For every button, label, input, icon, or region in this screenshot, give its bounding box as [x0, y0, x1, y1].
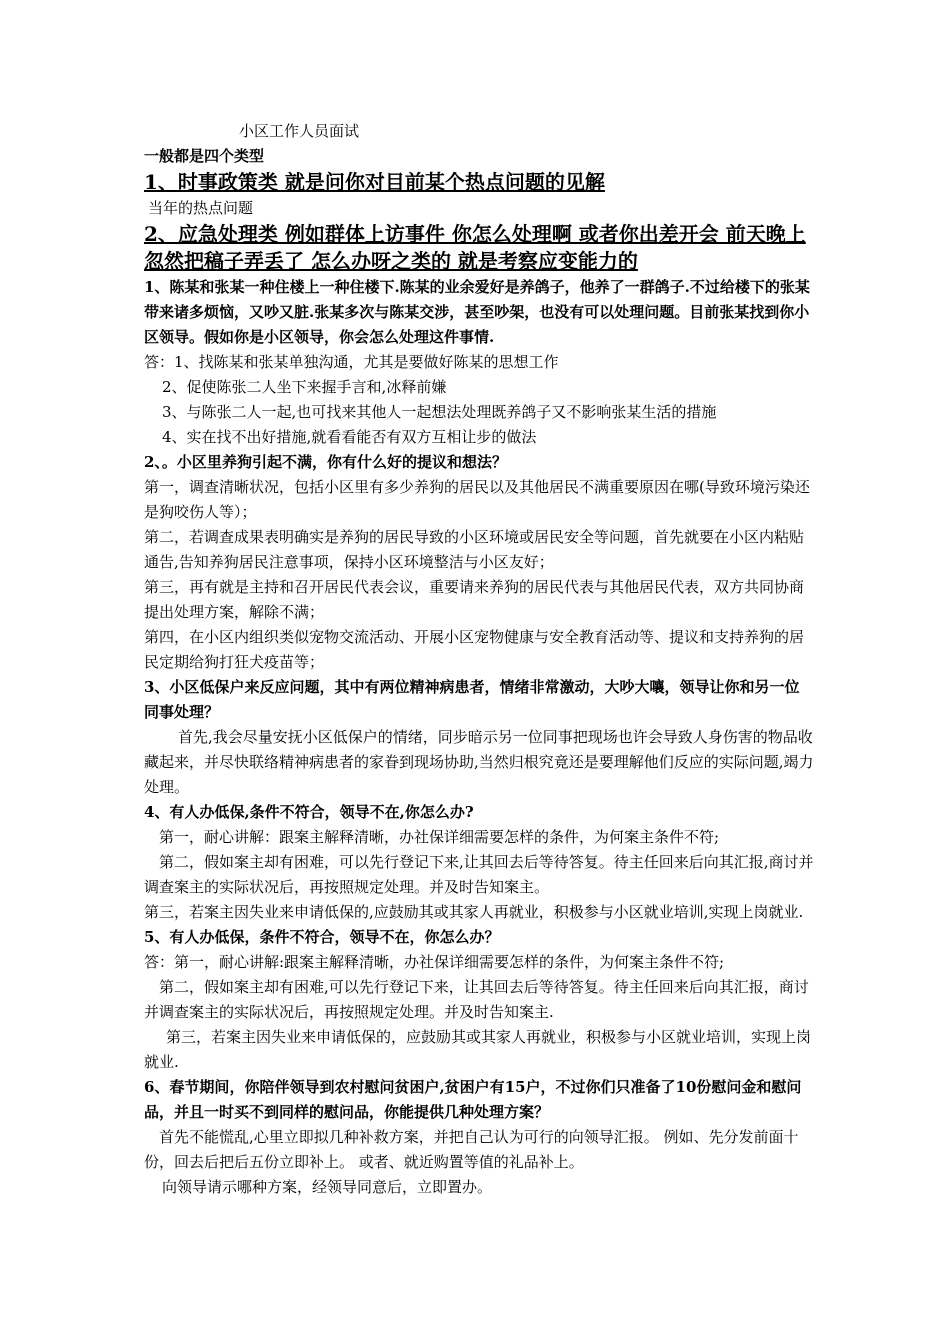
answer-1-line-2: 2、促使陈张二人坐下来握手言和,冰释前嫌: [162, 378, 447, 396]
question-4: 4、有人办低保,条件不符合，领导不在,你怎么办?: [144, 803, 474, 821]
heading-1: 1、时事政策类 就是问你对目前某个热点问题的见解: [144, 170, 605, 194]
question-6: 6、春节期间，你陪伴领导到农村慰问贫困户,贫困户有15户，不过你们只准备了10份慰问金和慰问品，并且一时买不到同样的慰问品，你能提供几种处理方案？: [144, 1078, 802, 1121]
answer-1-line-1: 答：1、找陈某和张某单独沟通，尤其是要做好陈某的思想工作: [144, 353, 559, 371]
document-page: [144, 118, 814, 1200]
answer-5-point-2: 第二，假如案主却有困难,可以先行登记下来，让其回去后等待答复。待主任回来后向其汇报，商讨并调查案主的实际状况后，再按照规定处理。并及时告知案主.: [144, 978, 809, 1021]
heading-1-note: 当年的热点问题: [148, 199, 254, 217]
question-2: 2、。小区里养狗引起不满，你有什么好的提议和想法？: [144, 453, 507, 471]
answer-4-point-1: 第一，耐心讲解：跟案主解释清晰，办社保详细需要怎样的条件，为何案主条件不符;: [159, 828, 720, 846]
intro-text: 一般都是四个类型: [144, 147, 265, 165]
answer-6-line-1: 首先不能慌乱,心里立即拟几种补救方案，并把自己认为可行的向领导汇报。 例如、先分发前面十份，回去后把后五份立即补上。 或者、就近购置等值的礼品补上。: [144, 1128, 799, 1171]
answer-3: 首先,我会尽量安抚小区低保户的情绪，同步暗示另一位同事把现场也许会导致人身伤害的物品收藏起来，并尽快联络精神病患者的家眷到现场协助,当然归根究竟还是要理解他们反应的实际问题,竭力处理。: [144, 728, 814, 796]
answer-4-point-3: 第三，若案主因失业来申请低保的,应鼓励其或其家人再就业，积极参与小区就业培训,实现上岗就业.: [144, 903, 804, 921]
answer-5-point-1: 答：第一，耐心讲解:跟案主解释清晰，办社保详细需要怎样的条件，为何案主条件不符;: [144, 953, 725, 971]
answer-1-line-3: 3、与陈张二人一起,也可找来其他人一起想法处理既养鸽子又不影响张某生活的措施: [162, 403, 717, 421]
answer-2-point-4: 第四，在小区内组织类似宠物交流活动、开展小区宠物健康与安全教育活动等、提议和支持养狗的居民定期给狗打狂犬疫苗等；: [144, 628, 805, 671]
answer-1-line-4: 4、实在找不出好措施,就看看能否有双方互相让步的做法: [162, 428, 537, 446]
answer-2-point-3: 第三，再有就是主持和召开居民代表会议，重要请来养狗的居民代表与其他居民代表，双方共同协商提出处理方案，解除不满；: [144, 578, 805, 621]
answer-6-line-2: 向领导请示哪种方案，经领导同意后，立即置办。: [162, 1178, 493, 1196]
answer-2-point-1: 第一，调查清晰状况，包括小区里有多少养狗的居民以及其他居民不满重要原因在哪(导致环境污染还是狗咬伤人等）；: [144, 478, 810, 521]
answer-5-point-3: 第三，若案主因失业来申请低保的，应鼓励其或其家人再就业，积极参与小区就业培训，实现上岗就业.: [144, 1028, 812, 1071]
question-1: 1、陈某和张某一种住楼上一种住楼下.陈某的业余爱好是养鸽子，他养了一群鸽子.不过给楼下的张某带来诸多烦恼，又吵又脏.张某多次与陈某交涉，甚至吵架，也没有可以处理问题。目前张某找到你小区领导。假如你是小区领导，你会怎么处理这件事情.: [144, 278, 810, 346]
question-5: 5、有人办低保，条件不符合，领导不在，你怎么办？: [144, 928, 500, 946]
heading-2: 2、应急处理类 例如群体上访事件 你怎么处理啊 或者你出差开会 前天晚上忽然把稿子弄丢了 怎么办呀之类的 就是考察应变能力的: [144, 222, 806, 273]
answer-4-point-2: 第二，假如案主却有困难，可以先行登记下来,让其回去后等待答复。待主任回来后向其汇报,商讨并调查案主的实际状况后，再按照规定处理。并及时告知案主。: [144, 853, 814, 896]
document-title: 小区工作人员面试: [239, 122, 360, 140]
answer-2-point-2: 第二，若调查成果表明确实是养狗的居民导致的小区环境或居民安全等问题，首先就要在小区内粘贴通告,告知养狗居民注意事项，保持小区环境整洁与小区友好；: [144, 528, 805, 571]
question-3: 3、小区低保户来反应问题，其中有两位精神病患者，情绪非常激动，大吵大嚷，领导让你和另一位同事处理？: [144, 678, 800, 721]
